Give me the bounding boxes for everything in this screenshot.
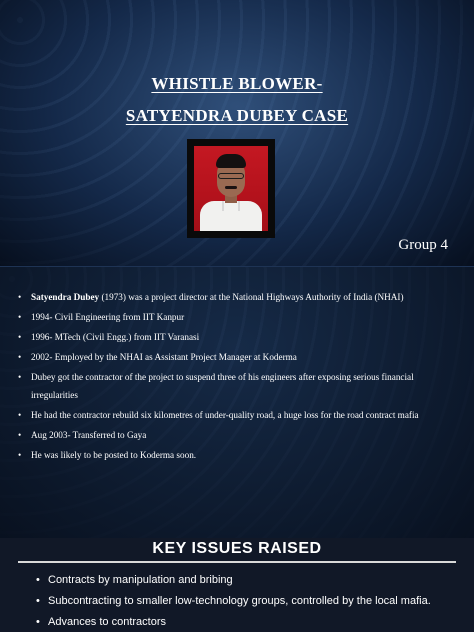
key-issue-item: • Advances to contractors	[36, 612, 431, 632]
bullet-item: • Aug 2003- Transferred to Gaya	[18, 425, 458, 445]
key-issue-item: • Subcontracting to smaller low-technology groups, controlled by the local mafia.	[36, 591, 431, 612]
portrait-photo	[187, 139, 275, 238]
bullet-item: • 1996- MTech (Civil Engg.) from IIT Varanasi	[18, 327, 458, 347]
slide-title-line2: SATYENDRA DUBEY CASE	[125, 106, 349, 125]
bullet-item: • He was likely to be posted to Koderma soon.	[18, 445, 458, 465]
key-issues-title: KEY ISSUES RAISED	[152, 540, 322, 557]
slide-title-line1: WHISTLE BLOWER-	[151, 74, 323, 93]
key-issues-list	[36, 570, 431, 632]
bullet-item: • Dubey got the contractor of the project to suspend three of his engineers after exposing serious financial irregularities	[18, 368, 458, 404]
bio-bullet-list	[18, 287, 458, 465]
group-label: Group 4	[398, 237, 448, 253]
bullet-item: • He had the contractor rebuild six kilometres of under-quality road, a huge loss for the road contract mafia	[18, 405, 458, 425]
title-divider	[18, 561, 456, 563]
key-issue-item: • Contracts by manipulation and bribing	[36, 570, 431, 591]
bullet-item: • Satyendra Dubey (1973) was a project director at the National Highways Authority of India (NHAI)	[18, 287, 458, 307]
bullet-item: • 2002- Employed by the NHAI as Assistant Project Manager at Koderma	[18, 347, 458, 367]
bullet-item: • 1994- Civil Engineering from IIT Kanpur	[18, 307, 458, 327]
